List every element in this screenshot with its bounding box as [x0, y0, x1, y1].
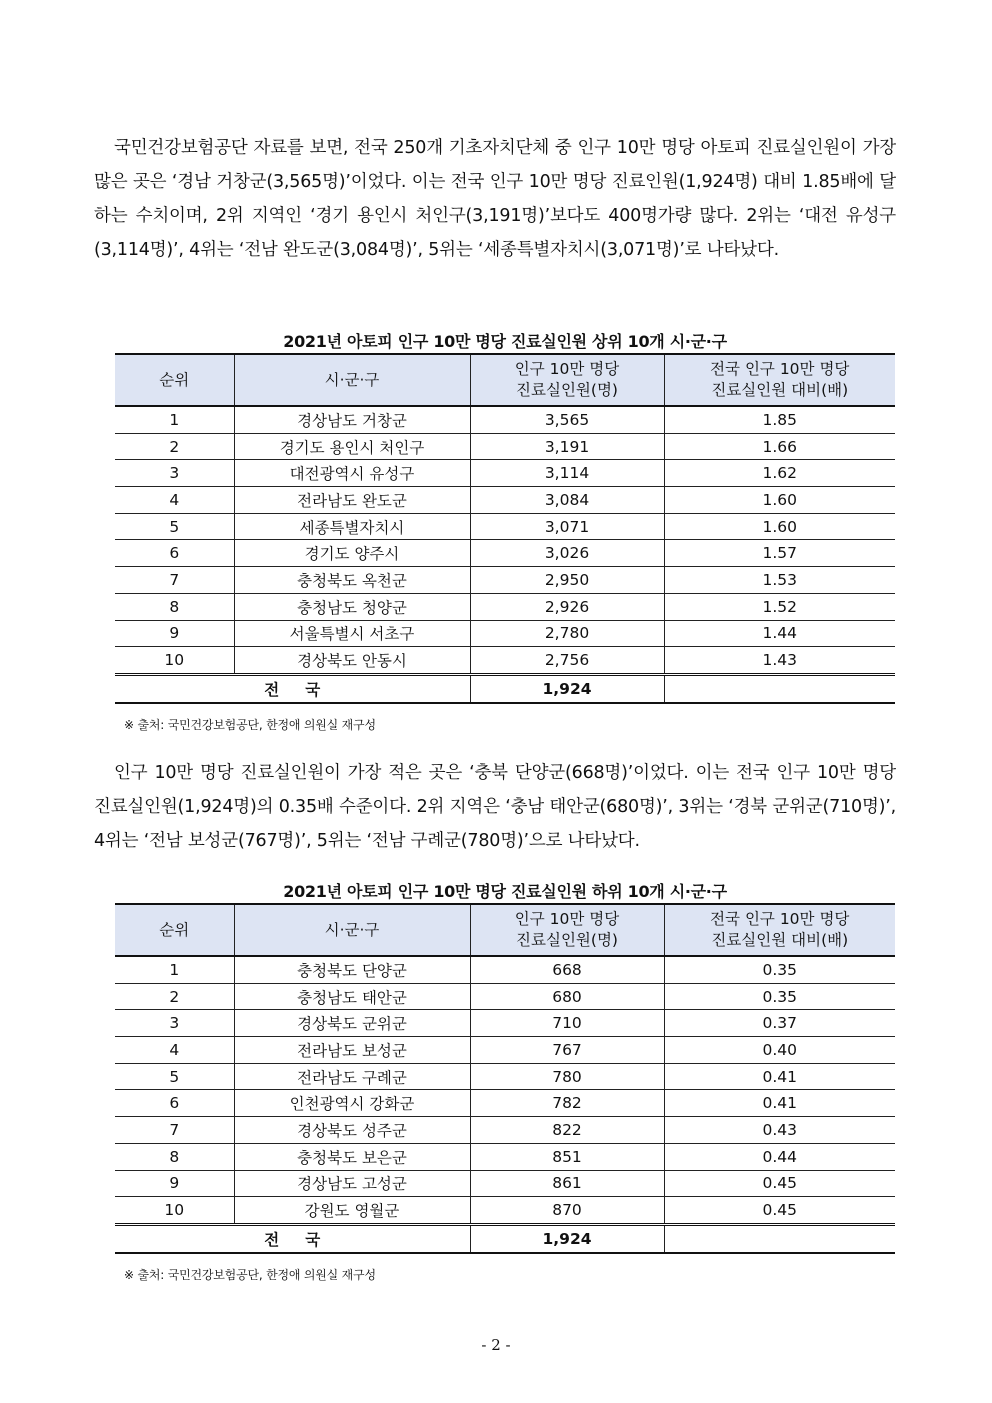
table-row — [115, 1063, 895, 1090]
value-cell: 680 — [470, 983, 664, 1010]
total-row — [115, 674, 895, 703]
region-cell: 강원도 영월군 — [234, 1197, 470, 1225]
value-cell: 3,191 — [470, 433, 664, 460]
header-ratio — [664, 904, 895, 956]
value-cell: 3,565 — [470, 406, 664, 433]
rank-cell: 5 — [115, 1063, 234, 1090]
header-rank: 순위 — [115, 904, 234, 956]
rank-cell: 1 — [115, 956, 234, 983]
table-row — [115, 1010, 895, 1037]
region-cell: 전라남도 구례군 — [234, 1063, 470, 1090]
page-number: - 2 - — [481, 1336, 511, 1354]
region-cell: 세종특별자치시 — [234, 513, 470, 540]
header-per100k-line1: 인구 10만 명당 — [514, 360, 620, 378]
region-cell: 대전광역시 유성구 — [234, 460, 470, 487]
header-per100k-line2: 진료실인원(명) — [516, 931, 618, 949]
rank-cell: 10 — [115, 1197, 234, 1225]
total-label — [115, 1224, 470, 1253]
total-ratio — [664, 1224, 895, 1253]
region-cell: 경기도 용인시 처인구 — [234, 433, 470, 460]
value-cell: 782 — [470, 1090, 664, 1117]
value-cell: 780 — [470, 1063, 664, 1090]
value-cell: 668 — [470, 956, 664, 983]
region-cell: 전라남도 완도군 — [234, 487, 470, 514]
ratio-cell: 1.60 — [664, 513, 895, 540]
total-ratio — [664, 674, 895, 703]
table-row — [115, 460, 895, 487]
value-cell: 710 — [470, 1010, 664, 1037]
total-label-a: 전 — [264, 1230, 306, 1249]
table-row — [115, 1143, 895, 1170]
rank-cell: 9 — [115, 1170, 234, 1197]
region-cell: 충청남도 태안군 — [234, 983, 470, 1010]
value-cell: 870 — [470, 1197, 664, 1225]
table-row — [115, 1197, 895, 1225]
value-cell: 3,026 — [470, 540, 664, 567]
table-1-caption: 2021년 아토피 인구 10만 명당 진료실인원 상위 10개 시·군·구 — [283, 332, 727, 351]
header-ratio-line2: 진료실인원 대비(배) — [711, 931, 849, 949]
header-per100k-line2: 진료실인원(명) — [516, 381, 618, 399]
region-cell: 경상남도 거창군 — [234, 406, 470, 433]
ratio-cell: 0.41 — [664, 1063, 895, 1090]
region-cell: 인천광역시 강화군 — [234, 1090, 470, 1117]
total-row — [115, 1224, 895, 1253]
paragraph-1-text: 국민건강보험공단 자료를 보면, 전국 250개 기초자치단체 중 인구 10만 명당 아토피 진료실인원이 가장 많은 곳은 ‘경남 거창군(3,565명)’이었다. 이는 전국 인구 10만 명당 진료인원(1,924명) 대비 1.85배에 달하는 수치이며, 2위 지역인 ‘경기 용인시 처인구(3,191명)’보다도 400명가량 많다. 2위는 ‘대전 유성구(3,114명)’, 4위는 ‘전남 완도군(3,084명)’, 5위는 ‘세종특별자치시(3,071명)’로 나타났다. — [94, 138, 896, 260]
table-row — [115, 1037, 895, 1064]
rank-cell: 5 — [115, 513, 234, 540]
ratio-cell: 0.35 — [664, 956, 895, 983]
ratio-cell: 1.57 — [664, 540, 895, 567]
region-cell: 서울특별시 서초구 — [234, 620, 470, 647]
total-label — [115, 674, 470, 703]
rank-cell: 2 — [115, 433, 234, 460]
paragraph-1 — [94, 131, 896, 267]
header-ratio-line1: 전국 인구 10만 명당 — [710, 910, 850, 928]
rank-cell: 7 — [115, 1117, 234, 1144]
rank-cell: 4 — [115, 1037, 234, 1064]
rank-cell: 9 — [115, 620, 234, 647]
value-cell: 2,926 — [470, 593, 664, 620]
table-header-row — [115, 904, 895, 956]
table-row — [115, 647, 895, 675]
region-cell: 경상북도 군위군 — [234, 1010, 470, 1037]
region-cell: 충청북도 보은군 — [234, 1143, 470, 1170]
ratio-cell: 1.62 — [664, 460, 895, 487]
table-row — [115, 593, 895, 620]
ratio-cell: 1.85 — [664, 406, 895, 433]
table-1-source: ※ 출처: 국민건강보험공단, 한정애 의원실 재구성 — [124, 718, 376, 732]
total-label-b: 국 — [305, 680, 321, 699]
rank-cell: 3 — [115, 1010, 234, 1037]
region-cell: 충청북도 옥천군 — [234, 567, 470, 594]
header-per100k — [470, 904, 664, 956]
ratio-cell: 0.41 — [664, 1090, 895, 1117]
value-cell: 822 — [470, 1117, 664, 1144]
table-row — [115, 540, 895, 567]
table-row — [115, 487, 895, 514]
ratio-cell: 0.44 — [664, 1143, 895, 1170]
region-cell: 경기도 양주시 — [234, 540, 470, 567]
rank-cell: 4 — [115, 487, 234, 514]
region-cell: 경상남도 고성군 — [234, 1170, 470, 1197]
value-cell: 767 — [470, 1037, 664, 1064]
value-cell: 2,780 — [470, 620, 664, 647]
value-cell: 861 — [470, 1170, 664, 1197]
table-row — [115, 956, 895, 983]
ratio-cell: 1.44 — [664, 620, 895, 647]
ratio-cell: 0.35 — [664, 983, 895, 1010]
rank-cell: 2 — [115, 983, 234, 1010]
header-region: 시·군·구 — [234, 904, 470, 956]
ratio-cell: 1.52 — [664, 593, 895, 620]
rank-cell: 3 — [115, 460, 234, 487]
value-cell: 3,071 — [470, 513, 664, 540]
value-cell: 851 — [470, 1143, 664, 1170]
header-ratio-line2: 진료실인원 대비(배) — [711, 381, 849, 399]
ratio-cell: 0.40 — [664, 1037, 895, 1064]
ratio-cell: 0.37 — [664, 1010, 895, 1037]
rank-cell: 6 — [115, 1090, 234, 1117]
paragraph-2 — [94, 756, 896, 858]
total-value: 1,924 — [470, 674, 664, 703]
table-2-source: ※ 출처: 국민건강보험공단, 한정애 의원실 재구성 — [124, 1268, 376, 1282]
table-2-caption: 2021년 아토피 인구 10만 명당 진료실인원 하위 10개 시·군·구 — [283, 882, 727, 901]
header-rank: 순위 — [115, 354, 234, 406]
rank-cell: 7 — [115, 567, 234, 594]
ratio-cell: 0.45 — [664, 1197, 895, 1225]
header-region: 시·군·구 — [234, 354, 470, 406]
region-cell: 충청남도 청양군 — [234, 593, 470, 620]
total-value: 1,924 — [470, 1224, 664, 1253]
table-row — [115, 567, 895, 594]
table-row — [115, 1090, 895, 1117]
rank-cell: 10 — [115, 647, 234, 675]
table-row — [115, 620, 895, 647]
top10-table — [115, 353, 895, 704]
bottom10-table — [115, 903, 895, 1254]
region-cell: 경상북도 성주군 — [234, 1117, 470, 1144]
paragraph-2-text: 인구 10만 명당 진료실인원이 가장 적은 곳은 ‘충북 단양군(668명)’이었다. 이는 전국 인구 10만 명당 진료실인원(1,924명)의 0.35배 수준이다. 2위 지역은 ‘충남 태안군(680명)’, 3위는 ‘경북 군위군(710명)’, 4위는 ‘전남 보성군(767명)’, 5위는 ‘전남 구례군(780명)’으로 나타났다. — [94, 763, 896, 851]
rank-cell: 1 — [115, 406, 234, 433]
ratio-cell: 1.43 — [664, 647, 895, 675]
ratio-cell: 1.53 — [664, 567, 895, 594]
rank-cell: 8 — [115, 593, 234, 620]
header-ratio-line1: 전국 인구 10만 명당 — [710, 360, 850, 378]
table-row — [115, 513, 895, 540]
total-label-b: 국 — [305, 1230, 321, 1249]
table-row — [115, 406, 895, 433]
region-cell: 경상북도 안동시 — [234, 647, 470, 675]
header-ratio — [664, 354, 895, 406]
value-cell: 2,756 — [470, 647, 664, 675]
ratio-cell: 0.45 — [664, 1170, 895, 1197]
value-cell: 3,084 — [470, 487, 664, 514]
region-cell: 충청북도 단양군 — [234, 956, 470, 983]
header-per100k — [470, 354, 664, 406]
table-row — [115, 1117, 895, 1144]
total-label-a: 전 — [264, 680, 306, 699]
ratio-cell: 1.66 — [664, 433, 895, 460]
table-row — [115, 1170, 895, 1197]
ratio-cell: 1.60 — [664, 487, 895, 514]
rank-cell: 6 — [115, 540, 234, 567]
table-header-row — [115, 354, 895, 406]
value-cell: 2,950 — [470, 567, 664, 594]
header-per100k-line1: 인구 10만 명당 — [514, 910, 620, 928]
ratio-cell: 0.43 — [664, 1117, 895, 1144]
value-cell: 3,114 — [470, 460, 664, 487]
table-row — [115, 433, 895, 460]
rank-cell: 8 — [115, 1143, 234, 1170]
table-row — [115, 983, 895, 1010]
region-cell: 전라남도 보성군 — [234, 1037, 470, 1064]
